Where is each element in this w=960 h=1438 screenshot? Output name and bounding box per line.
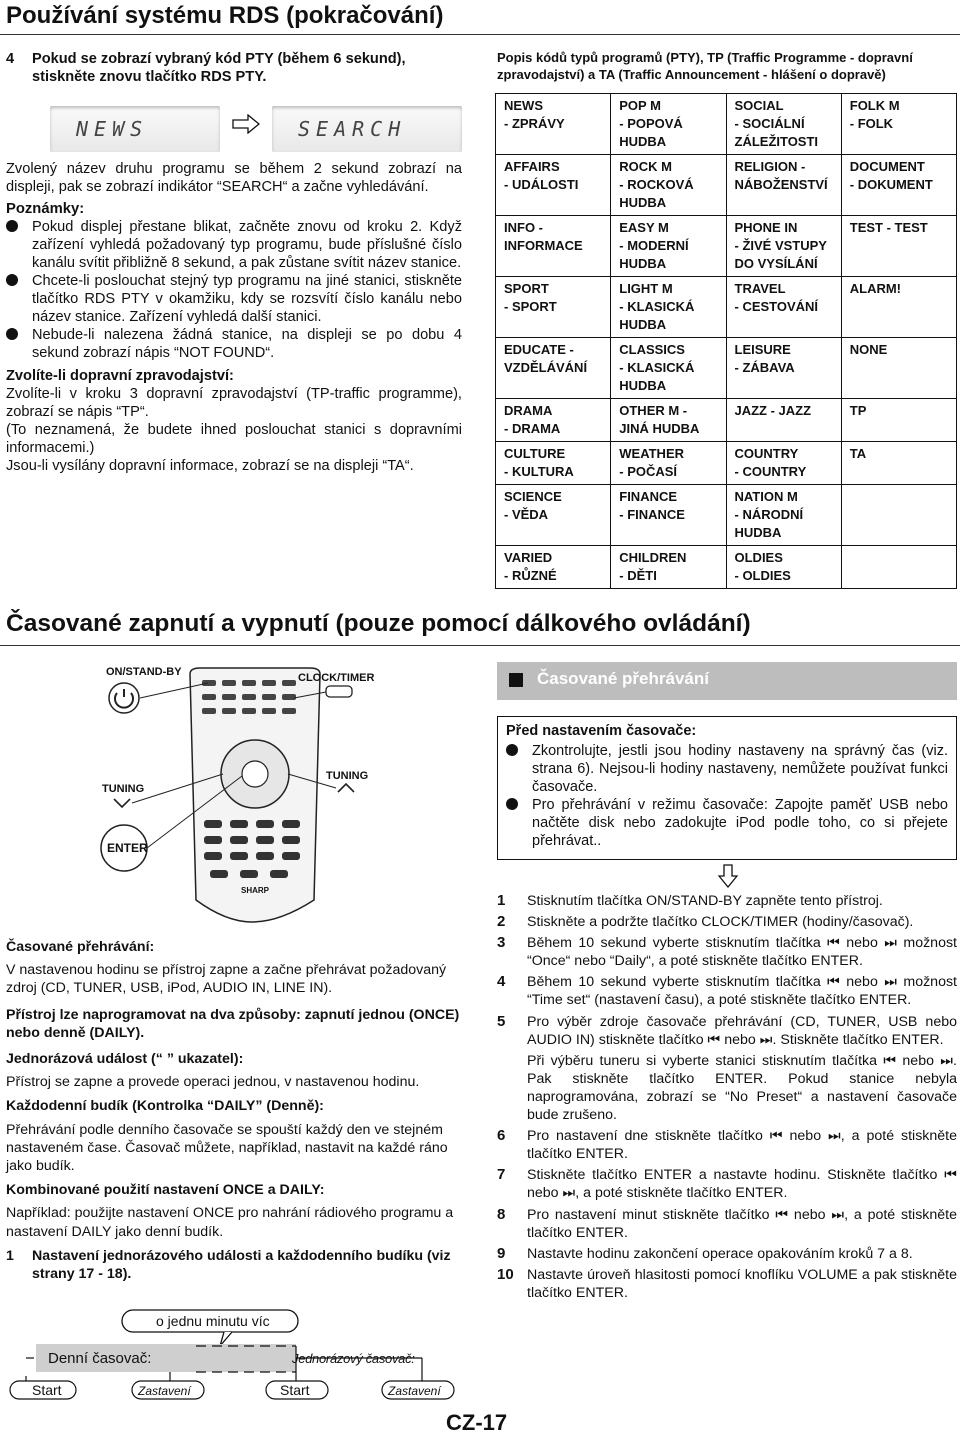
pty-cell: SCIENCE - VĚDA: [496, 485, 611, 546]
pty-cell: POP M - POPOVÁ HUDBA: [611, 94, 726, 155]
arrow-right-icon: [232, 114, 260, 139]
step-4-line1: Pokud se zobrazí vybraný kód PTY (během 6 sekund),: [32, 51, 406, 67]
timer-step-1-text: Nastavení jednorázového události a každodenního budíku (viz strany 17 - 18).: [32, 1247, 451, 1283]
pty-row: [496, 216, 957, 277]
pty-row: [496, 442, 957, 485]
remote-label-enter: ENTER: [107, 841, 148, 855]
pty-cell: [841, 546, 956, 589]
timer-section-header-text: Časované přehrávání: [537, 669, 709, 688]
pty-cell: CHILDREN - DĚTI: [611, 546, 726, 589]
pty-cell: NONE: [841, 338, 956, 399]
pty-cell: [841, 485, 956, 546]
diagram-start-1: Start: [32, 1382, 62, 1398]
timer-step: [497, 1245, 957, 1263]
timer-step: [497, 1266, 957, 1302]
pty-cell: PHONE IN - ŽIVÉ VSTUPY DO VYSÍLÁNÍ: [726, 216, 841, 277]
timer-step-text: Stisknutím tlačítka ON/STAND-BY zapněte tento přístroj.: [527, 893, 883, 909]
pty-row: [496, 155, 957, 216]
timer-step-text: Pro výběr zdroje časovače přehrávání (CD, TUNER, USB nebo AUDIO IN) stiskněte tlačítko ⏮ nebo ⏭. Stiskněte tlačítko ENTER.: [527, 1013, 957, 1048]
timer-step: [497, 913, 957, 931]
timer-step-number: 10: [497, 1265, 514, 1283]
pty-cell: ALARM!: [841, 277, 956, 338]
traffic-title: Zvolíte-li dopravní zpravodajství:: [6, 368, 234, 384]
diagram-daily-label: Denní časovač:: [48, 1350, 152, 1367]
display-news: NEWS: [50, 106, 220, 152]
pty-row: [496, 485, 957, 546]
pty-cell: SPORT - SPORT: [496, 277, 611, 338]
pty-cell: RELIGION - NÁBOŽENSTVÍ: [726, 155, 841, 216]
pty-cell: VARIED - RŮZNÉ: [496, 546, 611, 589]
traffic-paragraph: Jsou-li vysílány dopravní informace, zobrazí se na displeji “TA“.: [6, 458, 414, 474]
traffic-paragraph: Zvolíte-li v kroku 3 dopravní zpravodajství (TP-traffic programme), zobrazí se nápis “TP“.: [6, 386, 462, 420]
timer-paragraph: V nastavenou hodinu se přístroj zapne a začne přehrávat požadovaný zdroj (CD, TUNER, USB, iPod, AUDIO IN, LINE IN).: [6, 962, 447, 997]
timer-step-number: 4: [497, 973, 506, 991]
before-item: Pro přehrávání v režimu časovače: Zapojte paměť USB nebo načtěte disk nebo zadokujte iPod podle toho, co si přejete přehrávat..: [506, 796, 948, 850]
diagram-stop-2: Zastavení: [388, 1384, 441, 1398]
pty-cell: EASY M - MODERNÍ HUDBA: [611, 216, 726, 277]
step-4: [6, 50, 466, 86]
note-item: Chcete-li poslouchat stejný typ programu na jiné stanici, stiskněte tlačítko RDS PTY v okamžiku, kdy se rozsvítí číslo kanálu nebo název stanice. Zařízení vyhledá další stanici.: [6, 272, 462, 326]
notes-title: Poznámky:: [6, 201, 85, 217]
note-item: Nebude-li nalezena žádná stanice, na displeji se po dobu 4 sekund zobrazí nápis “NOT FOUND“.: [6, 326, 462, 362]
once-paragraph: Přístroj se zapne a provede operaci jednou, v nastavenou hodinu.: [6, 1074, 420, 1091]
timer-step: [497, 1052, 957, 1124]
timer-step-number: 5: [497, 1012, 506, 1030]
timer-step: [497, 973, 957, 1009]
section-rule: [0, 645, 960, 646]
pty-cell: AFFAIRS - UDÁLOSTI: [496, 155, 611, 216]
rds-description: [6, 160, 462, 475]
timer-step-number: 1: [497, 892, 506, 909]
pty-cell: FOLK M - FOLK: [841, 94, 956, 155]
pty-cell: WEATHER - POČASÍ: [611, 442, 726, 485]
timer-diagram: [6, 1306, 462, 1406]
before-title: Před nastavením časovače:: [506, 723, 697, 739]
pty-row: [496, 338, 957, 399]
timer-paragraph-bold: Přístroj lze naprogramovat na dva způsoby: zapnutí jednou (ONCE) nebo denně (DAILY).: [6, 1006, 460, 1041]
section-title-timer: Časované zapnutí a vypnutí (pouze pomocí dálkového ovládání): [6, 610, 751, 637]
timer-step-text: Při výběru tuneru si vyberte stanici stisknutím tlačítka ⏮ nebo ⏭. Pak stiskněte tlačítko ENTER. Pokud stanice nebyla naprogramována, zobrazí se “No Preset“ a nastavení časovače bude zrušeno.: [527, 1052, 957, 1124]
pty-cell: CLASSICS - KLASICKÁ HUDBA: [611, 338, 726, 399]
daily-title: Každodenní budík (Kontrolka “DAILY” (Denně):: [6, 1098, 324, 1115]
before-item: Zkontrolujte, jestli jsou hodiny nastaveny na správný čas (viz. strana 6). Nejsou-li hodiny nastaveny, nemůžete používat funkci časovače.: [506, 742, 948, 796]
timer-step: [497, 1206, 957, 1242]
pty-cell: INFO - INFORMACE: [496, 216, 611, 277]
pty-cell: JAZZ - JAZZ: [726, 399, 841, 442]
timer-step: [497, 1127, 957, 1163]
arrow-down-icon: [718, 864, 738, 893]
combined-title: Kombinované použití nastavení ONCE a DAILY:: [6, 1182, 325, 1199]
pty-cell: OLDIES - OLDIES: [726, 546, 841, 589]
timer-step-text: Stiskněte tlačítko ENTER a nastavte hodinu. Stiskněte tlačítko ⏮ nebo ⏭, a poté stiskněte tlačítko ENTER.: [527, 1167, 957, 1202]
diagram-once-label: Jednorázový časovač:: [292, 1351, 415, 1366]
timer-step-text: Během 10 sekund vyberte stisknutím tlačítka ⏮ nebo ⏭ možnost “Once“ nebo “Daily“, a poté stiskněte tlačítko ENTER.: [527, 935, 957, 970]
pty-cell: TEST - TEST: [841, 216, 956, 277]
timer-title: Časované přehrávání:: [6, 939, 155, 955]
timer-step: [497, 892, 957, 910]
timer-playback-info: [6, 938, 462, 1283]
remote-illustration: [80, 664, 420, 934]
pty-cell: TP: [841, 399, 956, 442]
pty-cell: LEISURE - ZÁBAVA: [726, 338, 841, 399]
note-item: Pokud displej přestane blikat, začněte znovu od kroku 2. Když zařízení vyhledá požadovaný typ programu, bude příslušné číslo kanálu svítit přibližně 8 sekund, a pak zůstane svítit název stanice.: [6, 218, 462, 272]
pty-heading: Popis kódů typů programů (PTY), TP (Traffic Programme - dopravní zpravodajství) a TA (Traffic Announcement - hlášení o dopravě): [497, 50, 913, 82]
pty-cell: SOCIAL - SOCIÁLNÍ ZÁLEŽITOSTI: [726, 94, 841, 155]
timer-step-1: [6, 1247, 462, 1283]
timer-step-number: 7: [497, 1166, 506, 1184]
pty-cell: COUNTRY - COUNTRY: [726, 442, 841, 485]
pty-cell: FINANCE - FINANCE: [611, 485, 726, 546]
timer-step-number: 3: [497, 934, 506, 952]
timer-step-number: 8: [497, 1205, 506, 1223]
page-title: Používání systému RDS (pokračování): [6, 2, 444, 29]
timer-step-text: Nastavte hodinu zakončení operace opakováním kroků 7 a 8.: [527, 1245, 913, 1262]
timer-step-text: Pro nastavení minut stiskněte tlačítko ⏮ nebo ⏭, a poté stiskněte tlačítko ENTER.: [527, 1206, 957, 1241]
step-4-line2: stiskněte znovu tlačítko RDS PTY.: [32, 69, 267, 85]
pty-cell: TRAVEL - CESTOVÁNÍ: [726, 277, 841, 338]
timer-step: [497, 1013, 957, 1049]
pty-row: [496, 277, 957, 338]
timer-step-text: Během 10 sekund vyberte stisknutím tlačítka ⏮ nebo ⏭ možnost “Time set“ (nastavení času), a poté stiskněte tlačítko ENTER.: [527, 974, 957, 1009]
timer-step: [497, 934, 957, 970]
diagram-start-2: Start: [280, 1382, 310, 1398]
diagram-stop-1: Zastavení: [138, 1384, 191, 1398]
title-rule: [0, 34, 960, 35]
timer-step-number: 9: [497, 1244, 506, 1262]
once-title: [6, 1050, 462, 1068]
timer-step-1-number: 1: [6, 1247, 14, 1264]
combined-paragraph: Například: použijte nastavení ONCE pro nahrání rádiového programu a nastavení DAILY jako denní budík.: [6, 1205, 454, 1240]
daily-paragraph: Přehrávání podle denního časovače se spouští každý den ve stejném nastaveném čase. Časovač můžete, například, nastavit na každé ráno jako budík.: [6, 1121, 448, 1175]
pty-cell: EDUCATE - VZDĚLÁVÁNÍ: [496, 338, 611, 399]
pty-cell: OTHER M - JINÁ HUDBA: [611, 399, 726, 442]
display-search: SEARCH: [272, 106, 462, 152]
before-setting-box: [497, 716, 957, 860]
timer-section-header: [497, 662, 957, 700]
timer-step-number: 2: [497, 913, 506, 931]
remote-label-tuning-right: TUNING: [326, 770, 369, 782]
pty-cell: DOCUMENT - DOKUMENT: [841, 155, 956, 216]
pty-cell: DRAMA - DRAMA: [496, 399, 611, 442]
diagram-bubble: o jednu minutu víc: [156, 1313, 270, 1329]
remote-brand-logo: SHARP: [241, 886, 270, 895]
square-bullet-icon: [509, 673, 523, 687]
pty-row: [496, 546, 957, 589]
remote-label-tuning-left: TUNING: [102, 783, 145, 795]
pty-cell: NEWS - ZPRÁVY: [496, 94, 611, 155]
timer-step-text: Stiskněte a podržte tlačítko CLOCK/TIMER (hodiny/časovač).: [527, 914, 914, 931]
timer-step-number: 6: [497, 1127, 506, 1145]
timer-step: [497, 1166, 957, 1202]
traffic-paragraph: (To neznamená, že budete ihned poslouchat stanici s dopravními informacemi.): [6, 422, 462, 456]
search-paragraph: Zvolený název druhu programu se během 2 sekund zobrazí na displeji, pak se zobrazí indikátor “SEARCH“ a začne vyhledávání.: [6, 161, 462, 195]
pty-cell: NATION M - NÁRODNÍ HUDBA: [726, 485, 841, 546]
pty-row: [496, 94, 957, 155]
timer-step-text: Pro nastavení dne stiskněte tlačítko ⏮ nebo ⏭, a poté stiskněte tlačítko ENTER.: [527, 1128, 957, 1163]
once-title-text: Jednorázová událost (“ ” ukazatel):: [6, 1051, 244, 1068]
pty-cell: LIGHT M - KLASICKÁ HUDBA: [611, 277, 726, 338]
pty-row: [496, 399, 957, 442]
remote-label-power: ON/STAND-BY: [106, 666, 182, 678]
step-4-number: 4: [6, 51, 15, 67]
pty-table: [495, 93, 957, 589]
pty-cell: ROCK M - ROCKOVÁ HUDBA: [611, 155, 726, 216]
timer-step-text: Nastavte úroveň hlasitosti pomocí knoflíku VOLUME a pak stiskněte tlačítko ENTER.: [527, 1266, 957, 1301]
pty-cell: TA: [841, 442, 956, 485]
page-number: CZ-17: [446, 1410, 508, 1435]
remote-label-clock: CLOCK/TIMER: [298, 672, 375, 684]
pty-cell: CULTURE - KULTURA: [496, 442, 611, 485]
timer-steps: [497, 892, 957, 1305]
